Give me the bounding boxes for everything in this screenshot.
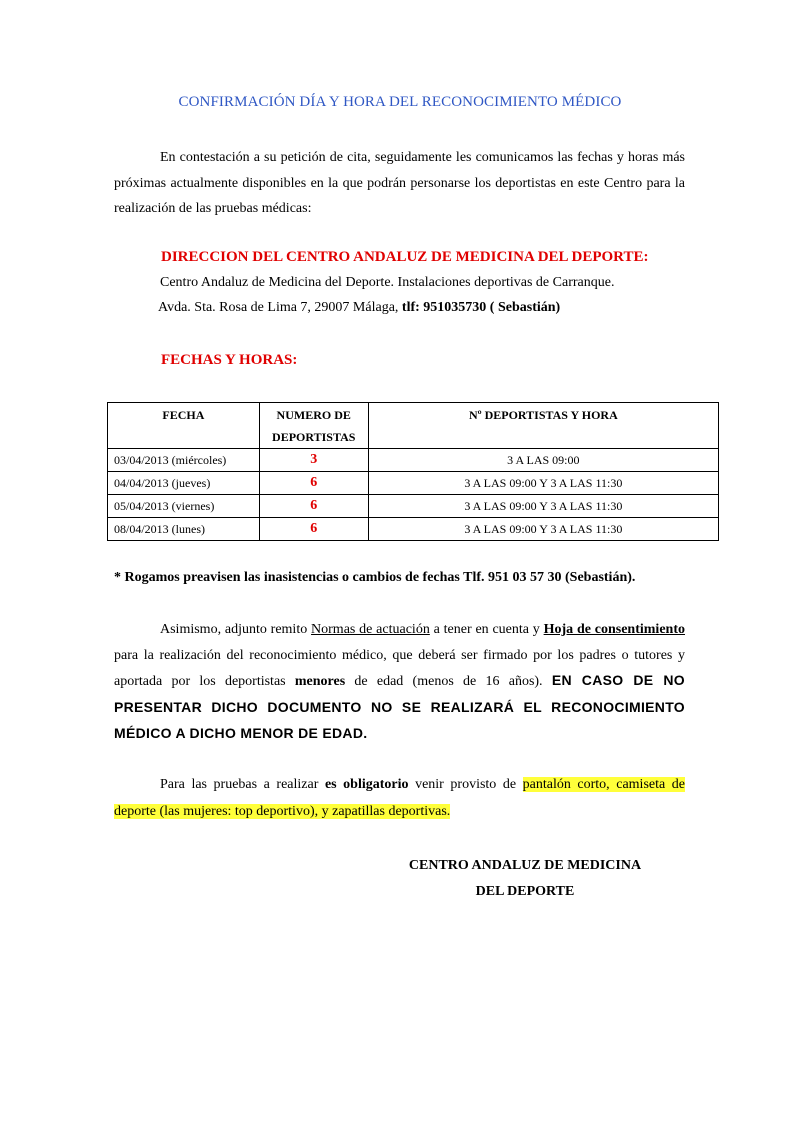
cell-fecha: 08/04/2013 (lunes) [108,518,260,541]
address-street: Avda. Sta. Rosa de Lima 7, 29007 Málaga, [158,300,399,315]
equipment-text-2: venir provisto de [408,777,523,792]
obligatorio-bold: es obligatorio [324,777,409,792]
consent-text-2: a tener en cuenta y [429,622,544,637]
cell-numero: 6 [259,518,368,541]
address-line-2 [158,300,560,316]
consent-text-3: para la realización del reconocimiento médico, que deberá ser firmado por los padres o tutores y aportada por los deportistas [114,647,685,689]
menores-bold: menores [294,674,346,689]
cell-hora: 3 A LAS 09:00 [368,449,718,472]
signature-block [370,853,680,905]
hoja-consentimiento-link[interactable]: Hoja de consentimiento [543,622,685,637]
table-row [108,472,719,495]
equipment-paragraph [114,771,685,825]
cell-numero: 6 [259,472,368,495]
rescheduling-note: * Rogamos preavisen las inasistencias o cambios de fechas Tlf. 951 03 57 30 (Sebastián). [114,570,636,585]
table-row [108,449,719,472]
signature-line-1: CENTRO ANDALUZ DE MEDICINA [408,858,642,873]
cell-fecha: 04/04/2013 (jueves) [108,472,260,495]
intro-paragraph: En contestación a su petición de cita, seguidamente les comunicamos las fechas y horas más próximas actualmente disponibles en la que podrán personarse los deportistas en este Centro para la realización de las pruebas médicas: [114,150,685,216]
address-phone: tlf: 951035730 ( Sebastián) [401,300,561,315]
table-row [108,518,719,541]
table-row [108,495,719,518]
header-hora: Nº DEPORTISTAS Y HORA [368,403,718,449]
cell-hora: 3 A LAS 09:00 Y 3 A LAS 11:30 [368,495,718,518]
cell-hora: 3 A LAS 09:00 Y 3 A LAS 11:30 [368,518,718,541]
dates-table [107,402,719,541]
document-title: CONFIRMACIÓN DÍA Y HORA DEL RECONOCIMIENTO MÉDICO [178,94,622,110]
cell-fecha: 05/04/2013 (viernes) [108,495,260,518]
equipment-highlight: pantalón corto, camiseta de deporte (las mujeres: top deportivo), y zapatillas deportivas. [114,777,685,819]
warning-caps: EN CASO DE NO PRESENTAR DICHO DOCUMENTO NO SE REALIZARÁ EL RECONOCIMIENTO MÉDICO A DICHO MENOR DE EDAD. [114,672,685,741]
table-header-row [108,403,719,449]
cell-fecha: 03/04/2013 (miércoles) [108,449,260,472]
signature-line-2: DEL DEPORTE [475,884,575,899]
normas-link[interactable]: Normas de actuación [311,622,430,637]
header-numero: NUMERO DE DEPORTISTAS [259,403,368,449]
address-line-1: Centro Andaluz de Medicina del Deporte. Instalaciones deportivas de Carranque. [160,275,615,290]
cell-numero: 6 [259,495,368,518]
consent-text-1: Asimismo, adjunto remito [160,622,312,637]
consent-text-4: de edad (menos de 16 años). [345,674,552,689]
equipment-text-1: Para las pruebas a realizar [160,777,325,792]
dates-heading: FECHAS Y HORAS: [161,352,298,368]
cell-numero: 3 [259,449,368,472]
address-heading: DIRECCION DEL CENTRO ANDALUZ DE MEDICINA DEL DEPORTE: [161,249,649,265]
consent-paragraph [114,617,685,748]
cell-hora: 3 A LAS 09:00 Y 3 A LAS 11:30 [368,472,718,495]
header-fecha: FECHA [108,403,260,449]
